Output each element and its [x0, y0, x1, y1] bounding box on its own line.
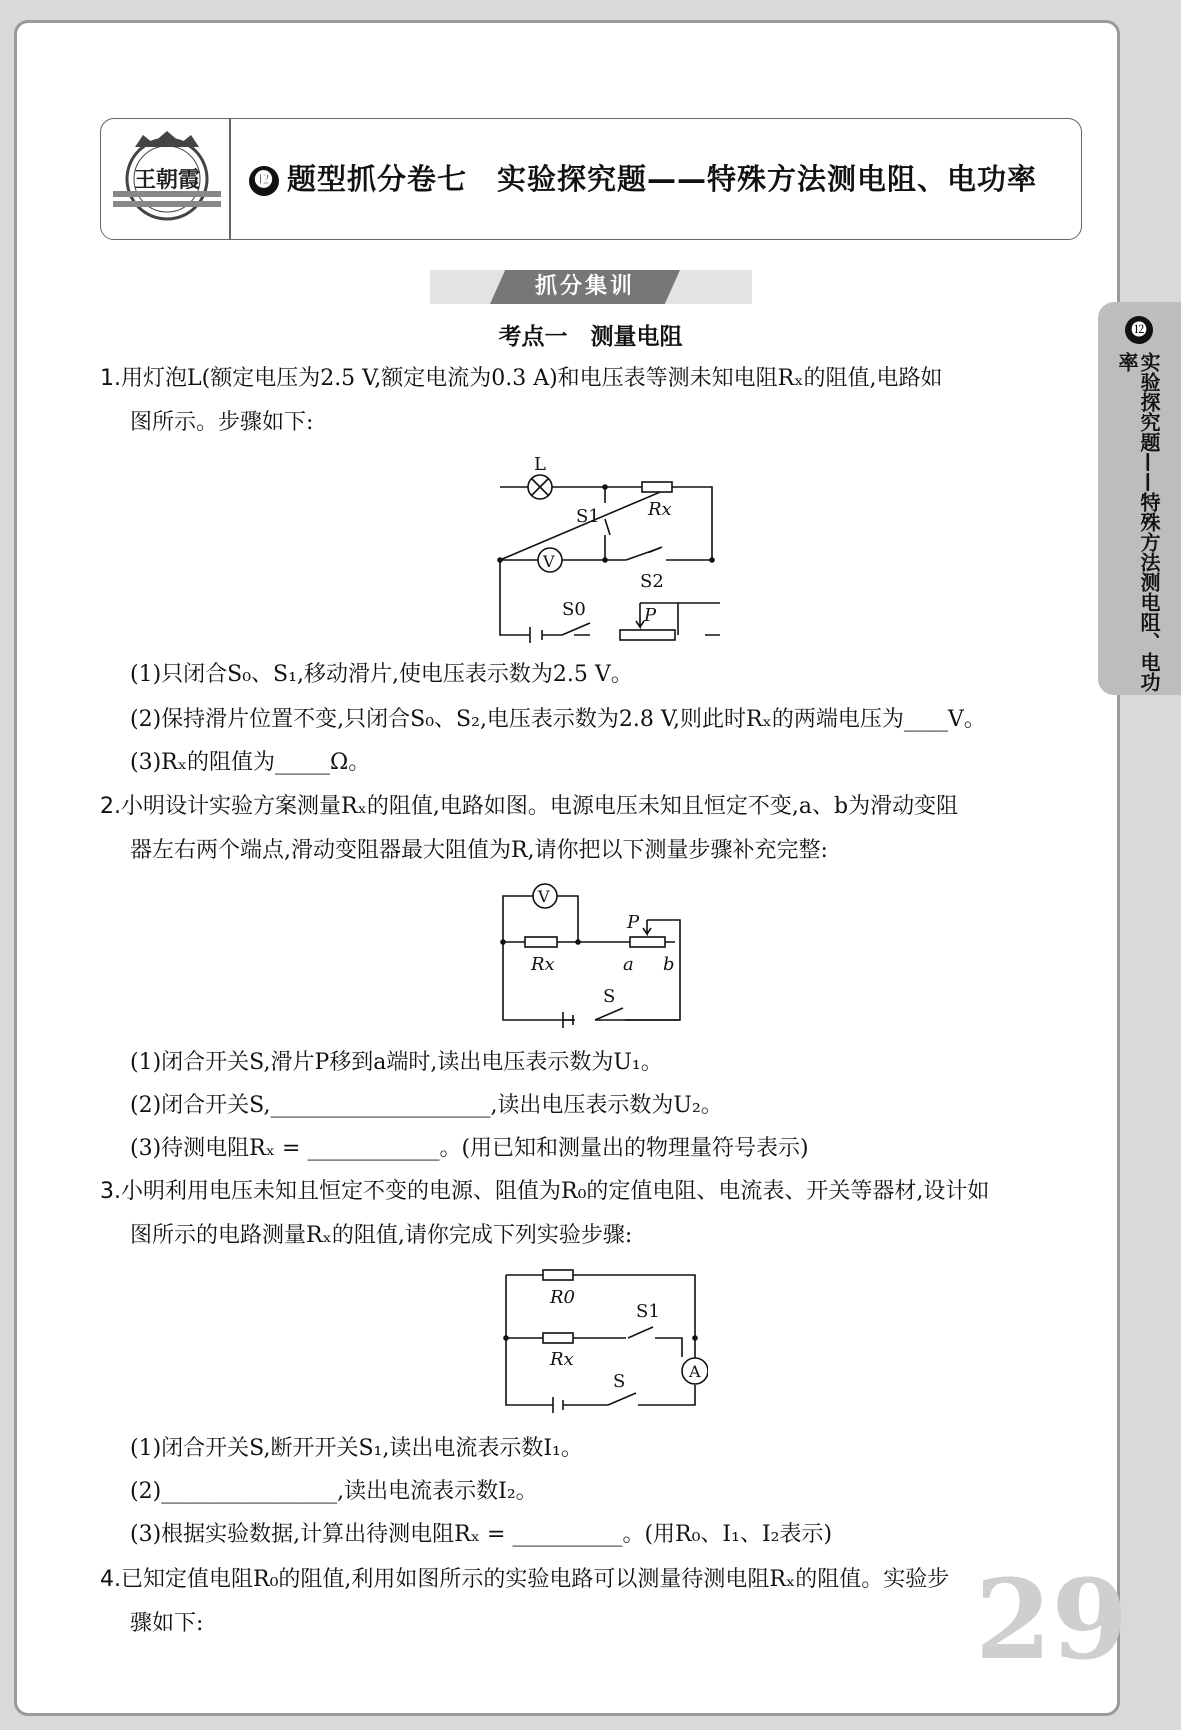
q1-step2: (2)保持滑片位置不变,只闭合S₀、S₂,电压表示数为2.8 V,则此时Rₓ的两端电压为____V。: [130, 707, 986, 732]
q4-stem-text: 已知定值电阻R₀的阻值,利用如图所示的实验电路可以测量待测电阻Rₓ的阻值。实验步: [121, 1567, 950, 1592]
q2-stem-line1: [100, 792, 958, 822]
q4-stem-line1: [100, 1565, 949, 1595]
label-S1: S1: [576, 506, 600, 527]
q3-step3: (3)根据实验数据,计算出待测电阻Rₓ = __________。(用R₀、I₁、I₂表示): [130, 1522, 833, 1547]
label-V-2: V: [538, 887, 550, 906]
label-Rx: Rx: [648, 499, 672, 520]
banner-text: 抓分集训: [534, 274, 635, 299]
q1-stem-text: 用灯泡L(额定电压为2.5 V,额定电流为0.3 A)和电压表等测未知电阻Rₓ的阻值,电路如: [121, 366, 943, 391]
label-Rx-2: Rx: [531, 954, 555, 975]
side-tab-text: 实验探究题——特殊方法测电阻、电功率: [1115, 352, 1161, 692]
label-S0: S0: [562, 599, 586, 620]
chapter-number: ⓬: [249, 166, 279, 196]
rheostat-2: [630, 937, 665, 947]
q4-stem-line2: 骤如下:: [130, 1611, 204, 1636]
label-L: L: [534, 455, 546, 475]
q1-step3: (3)Rₓ的阻值为_____Ω。: [130, 750, 371, 775]
q3-stem-line2: 图所示的电路测量Rₓ的阻值,请你完成下列实验步骤:: [130, 1223, 633, 1248]
rheostat: [620, 630, 675, 640]
q2-circuit-diagram: [495, 880, 695, 1030]
q1-stem-line2: 图所示。步骤如下:: [130, 410, 314, 435]
q1-step1: (1)只闭合S₀、S₁,移动滑片,使电压表示数为2.5 V。: [130, 662, 633, 687]
rx-resistor: [642, 482, 672, 492]
label-V: V: [543, 552, 555, 571]
seal-text: 王朝霞: [133, 167, 201, 193]
header-divider: [229, 119, 231, 239]
switch-s-3: [608, 1393, 636, 1405]
label-S: S: [603, 986, 616, 1007]
battery-symbol-3: [553, 1397, 563, 1413]
label-b: b: [663, 954, 675, 975]
q4-number: 4.: [100, 1567, 121, 1592]
label-S-3: S: [613, 1371, 626, 1392]
switch-s0: [562, 623, 590, 635]
section-banner: [430, 270, 752, 304]
title-text: 题型抓分卷七 实验探究题——特殊方法测电阻、电功率: [287, 162, 1038, 196]
label-P: P: [644, 605, 657, 626]
section-title: 考点一 测量电阻: [498, 324, 683, 350]
label-P-2: P: [627, 912, 640, 933]
q2-number: 2.: [100, 794, 121, 819]
label-R0: R0: [550, 1287, 576, 1308]
q3-step2: (2)________________,读出电流表示数I₂。: [130, 1479, 538, 1504]
battery-symbol: [530, 627, 542, 643]
side-tab-number: ⓬: [1125, 316, 1153, 344]
q1-stem-line1: [100, 364, 943, 394]
q3-step1: (1)闭合开关S,断开开关S₁,读出电流表示数I₁。: [130, 1436, 583, 1461]
label-S1-3: S1: [636, 1301, 660, 1322]
q3-circuit-diagram: [498, 1265, 708, 1425]
rx-resistor-2: [525, 937, 557, 947]
q2-step2: (2)闭合开关S,____________________,读出电压表示数为U₂。: [130, 1093, 723, 1118]
q3-stem-line1: [100, 1177, 989, 1207]
page-title: [249, 157, 1037, 198]
q2-stem-text: 小明设计实验方案测量Rₓ的阻值,电路如图。电源电压未知且恒定不变,a、b为滑动变阻: [121, 794, 959, 819]
page-number: 29: [975, 1555, 1129, 1684]
q3-number: 3.: [100, 1179, 121, 1204]
label-a: a: [623, 954, 634, 975]
q2-step1: (1)闭合开关S,滑片P移到a端时,读出电压表示数为U₁。: [130, 1050, 663, 1075]
brand-seal: [113, 129, 221, 229]
battery-symbol-2: [563, 1012, 573, 1028]
q2-step3: (3)待测电阻Rₓ = ____________。(用已知和测量出的物理量符号表示): [130, 1136, 809, 1161]
q3-stem-text: 小明利用电压未知且恒定不变的电源、阻值为R₀的定值电阻、电流表、开关等器材,设计如: [121, 1179, 990, 1204]
r0-resistor: [543, 1270, 573, 1280]
side-tab: [1098, 302, 1181, 695]
q1-number: 1.: [100, 366, 121, 391]
label-S2: S2: [640, 571, 664, 592]
label-A: A: [689, 1362, 701, 1381]
rx-resistor-3: [543, 1333, 573, 1343]
title-header: [100, 118, 1082, 240]
q1-circuit-diagram: [490, 455, 720, 645]
q2-stem-line2: 器左右两个端点,滑动变阻器最大阻值为R,请你把以下测量步骤补充完整:: [130, 838, 828, 863]
switch-s1: [605, 487, 610, 560]
label-Rx-3: Rx: [550, 1349, 574, 1370]
switch-s: [595, 1008, 680, 1020]
